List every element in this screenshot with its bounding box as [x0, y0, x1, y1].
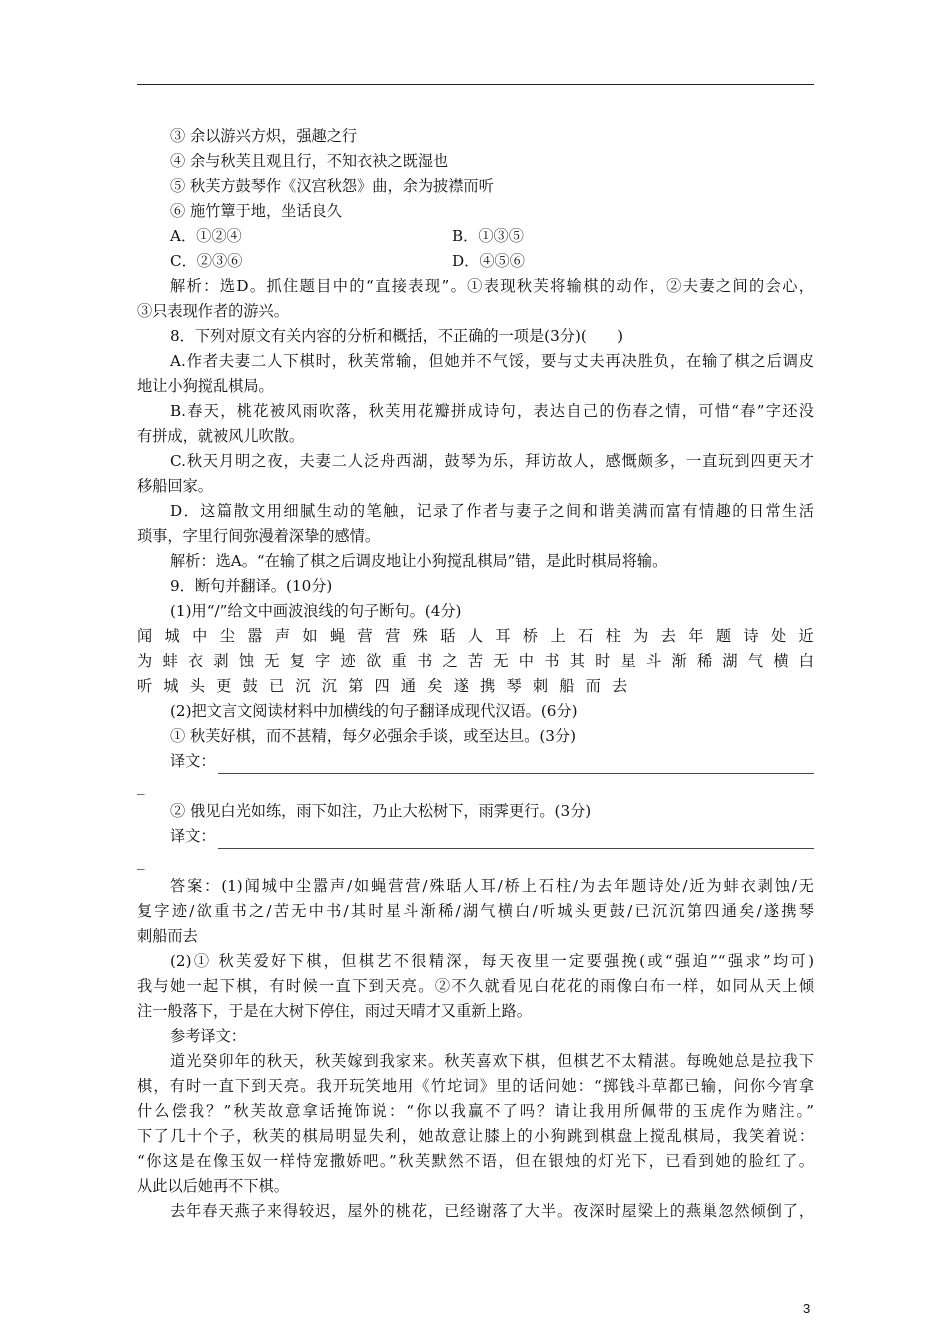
punctuation-row — [137, 674, 814, 699]
reference-text: 去年春天燕子来得较迟，屋外的桃花，已经谢落了大半。夜深时屋梁上的燕巢忽然倾倒了， — [170, 1202, 814, 1220]
document-body — [137, 124, 814, 1224]
grid-char: 蝇 — [329, 627, 346, 645]
grid-char: 城 — [164, 627, 180, 645]
grid-char: 第 — [348, 677, 364, 695]
grid-char: 携 — [480, 677, 496, 695]
grid-char: 沉 — [295, 677, 311, 695]
grid-char: 嚣 — [247, 627, 263, 645]
analysis-text: ③只表现作者的游兴。 — [137, 302, 289, 320]
q9-part1: (1)用“/”给文中画波浪线的句子断句。(4分) — [170, 602, 462, 620]
grid-char: 营 — [357, 627, 373, 645]
punctuation-row — [137, 649, 814, 674]
grid-char: 近 — [798, 627, 814, 645]
punctuation-row — [137, 624, 814, 649]
grid-char: 衣 — [187, 652, 204, 670]
grid-char: 题 — [715, 627, 731, 645]
grid-char: 遂 — [453, 677, 469, 695]
grid-char: 星 — [620, 652, 636, 670]
reference-text: “你这是在像玉奴一样恃宠撒娇吧。”秋芙默然不语，但在银烛的灯光下，已看到她的脸红了。 — [137, 1152, 814, 1170]
grid-char: 尘 — [219, 627, 235, 645]
grid-char: 耳 — [495, 627, 511, 645]
grid-char: 蚀 — [238, 652, 254, 670]
q9-part2: (2)把文言文阅读材料中加横线的句子翻译成现代汉语。(6分) — [170, 702, 578, 720]
grid-char: 听 — [137, 677, 153, 695]
option-line: ③ 余以游兴方炽，强趣之行 — [170, 127, 358, 145]
grid-char: 上 — [550, 627, 566, 645]
grid-char: 横 — [773, 652, 789, 670]
grid-char: 刺 — [532, 677, 549, 695]
grid-char: 为 — [633, 627, 649, 645]
answer-text: 答案：(1)闻城中尘嚣声/如蝇营营/殊聒人耳/桥上石柱/为去年题诗处/近为蚌衣剥蚀/无 — [170, 877, 814, 895]
grid-char: 矣 — [427, 677, 443, 695]
grid-char: 白 — [798, 652, 814, 670]
option-line: ⑤ 秋芙方鼓琴作《汉宫秋怨》曲，余为披襟而听 — [170, 177, 494, 195]
reference-text: 下了几十个子，秋芙的棋局明显失利，她故意让膝上的小狗跳到棋盘上搅乱棋局，我笑着说： — [137, 1127, 814, 1145]
translation-label: 译文： — [170, 827, 216, 845]
grid-char: 诗 — [743, 627, 759, 645]
q8-option-a: A.作者夫妻二人下棋时，秋芙常输，但她并不气馁，要与丈夫再决胜负，在输了棋之后调皮 — [170, 352, 814, 370]
q9-sentence-2: ② 俄见白光如练，雨下如注，乃止大松树下，雨霁更行。(3分) — [170, 802, 592, 820]
q8-option-b-cont: 有拼成，就被风儿吹散。 — [137, 427, 305, 445]
reference-text: 什么偿我？”秋芙故意拿话掩饰说：“你以我赢不了吗？请让我用所佩带的玉虎作为赌注。” — [137, 1102, 814, 1120]
choice-row — [137, 249, 814, 274]
grid-char: 琴 — [506, 677, 522, 695]
grid-char: 气 — [747, 652, 764, 670]
q8-option-d: D．这篇散文用细腻生动的笔触，记录了作者与妻子之间和谐美满而富有情趣的日常生活 — [170, 502, 814, 520]
reference-title: 参考译文： — [170, 1027, 246, 1045]
grid-char: 通 — [400, 677, 417, 695]
grid-char: 无 — [264, 652, 280, 670]
option-line: ⑥ 施竹簟于地，坐话良久 — [170, 202, 342, 220]
grid-char: 去 — [612, 677, 628, 695]
reference-text: 从此以后她再不下棋。 — [137, 1177, 289, 1195]
q8-option-b: B.春天，桃花被风雨吹落，秋芙用花瓣拼成诗句，表达自己的伤春之情，可惜“春”字还没 — [170, 402, 814, 420]
option-line: ④ 余与秋芙且观且行，不知衣袂之既湿也 — [170, 152, 449, 170]
translation-blank-1[interactable] — [137, 749, 814, 774]
answer-text: (2)① 秋芙爱好下棋，但棋艺不很精深，每天夜里一定要强挽(或“强迫”“强求”均可) — [170, 952, 814, 970]
dash-mark: _ — [137, 777, 145, 795]
q8-option-c: C.秋天月明之夜，夫妻二人泛舟西湖，鼓琴为乐，拜访故人，感慨颇多，一直玩到四更天才 — [170, 452, 814, 470]
grid-char: 已 — [268, 677, 285, 695]
grid-char: 鼓 — [242, 677, 258, 695]
answer-line[interactable] — [218, 831, 814, 849]
grid-char: 石 — [578, 627, 594, 645]
grid-char: 中 — [518, 652, 534, 670]
grid-char: 更 — [216, 677, 232, 695]
reference-text: 棋，有时一直下到天亮。我开玩笑地用《竹坨词》里的话问她：“掷钱斗草都已输，问你今宵拿 — [137, 1077, 814, 1095]
q8-option-c-cont: 移船回家。 — [137, 477, 213, 495]
grid-char: 重 — [391, 652, 407, 670]
grid-char: 声 — [274, 627, 290, 645]
grid-char: 船 — [559, 677, 575, 695]
grid-char: 书 — [544, 652, 560, 670]
choice-c: C．②③⑥ — [170, 252, 243, 270]
grid-char: 如 — [302, 627, 318, 645]
grid-char: 为 — [137, 652, 153, 670]
grid-char: 蚌 — [162, 652, 178, 670]
grid-char: 桥 — [522, 627, 539, 645]
q8-analysis: 解析：选A。“在输了棋之后调皮地让小狗搅乱棋局”错，是此时棋局将输。 — [170, 552, 668, 570]
grid-char: 斗 — [646, 652, 662, 670]
q9-sentence-1: ① 秋芙好棋，而不甚精，每夕必强余手谈，或至达旦。(3分) — [170, 727, 577, 745]
answer-text: 复字迹/欲重书之/苦无中书/其时星斗渐稀/湖气横白/听城头更鼓/已沉沉第四通矣/遂携琴 — [137, 902, 814, 920]
grid-char: 渐 — [671, 652, 687, 670]
choice-b: B．①③⑤ — [452, 227, 524, 245]
grid-char: 复 — [289, 652, 305, 670]
grid-char: 头 — [189, 677, 205, 695]
question-9-stem: 9．断句并翻译。(10分) — [170, 577, 333, 595]
grid-char: 年 — [688, 627, 704, 645]
answer-line[interactable] — [218, 756, 814, 774]
grid-char: 四 — [374, 677, 390, 695]
grid-char: 迹 — [340, 652, 356, 670]
q8-option-d-cont: 琐事，字里行间弥漫着深挚的感情。 — [137, 527, 380, 545]
q8-option-a-cont: 地让小狗搅乱棋局。 — [137, 377, 274, 395]
grid-char: 城 — [163, 677, 179, 695]
grid-char: 去 — [660, 627, 676, 645]
answer-text: 刺船而去 — [137, 927, 198, 945]
choice-d: D．④⑤⑥ — [452, 252, 525, 270]
header-rule — [137, 84, 814, 85]
grid-char: 营 — [385, 627, 401, 645]
grid-char: 书 — [416, 652, 433, 670]
grid-char: 闻 — [137, 627, 153, 645]
grid-char: 人 — [467, 627, 483, 645]
answer-text: 我与她一起下棋，有时候一直下到天亮。②不久就看见白花花的雨像白布一样，如同从天上倾 — [137, 977, 814, 995]
analysis-text: 解析：选D。抓住题目中的“直接表现”。①表现秋芙将输棋的动作，②夫妻之间的会心， — [170, 277, 814, 295]
choice-a: A．①②④ — [170, 227, 242, 245]
grid-char: 沉 — [321, 677, 337, 695]
grid-char: 殊 — [412, 627, 428, 645]
grid-char: 之 — [442, 652, 458, 670]
question-8-stem: 8．下列对原文有关内容的分析和概括，不正确的一项是(3分)( ) — [170, 327, 624, 345]
grid-char: 时 — [595, 652, 611, 670]
grid-char: 聒 — [440, 627, 456, 645]
grid-char: 剥 — [213, 652, 229, 670]
grid-char: 而 — [585, 677, 601, 695]
grid-char: 无 — [493, 652, 509, 670]
grid-char: 欲 — [366, 652, 382, 670]
reference-text: 道光癸卯年的秋天，秋芙嫁到我家来。秋芙喜欢下棋，但棋艺不太精湛。每晚她总是拉我下 — [170, 1052, 814, 1070]
page-number: 3 — [803, 1301, 811, 1316]
grid-char: 柱 — [605, 627, 621, 645]
answer-text: 注一般落下，于是在大树下停住，雨过天晴才又重新上路。 — [137, 1002, 532, 1020]
grid-char: 字 — [315, 652, 331, 670]
translation-label: 译文： — [170, 752, 216, 770]
grid-char: 其 — [569, 652, 585, 670]
grid-char: 苦 — [467, 652, 484, 670]
choice-row — [137, 224, 814, 249]
grid-char: 处 — [770, 627, 787, 645]
grid-char: 湖 — [722, 652, 738, 670]
dash-mark: _ — [137, 852, 145, 870]
grid-char: 稀 — [696, 652, 713, 670]
translation-blank-2[interactable] — [137, 824, 814, 849]
grid-char: 中 — [192, 627, 208, 645]
